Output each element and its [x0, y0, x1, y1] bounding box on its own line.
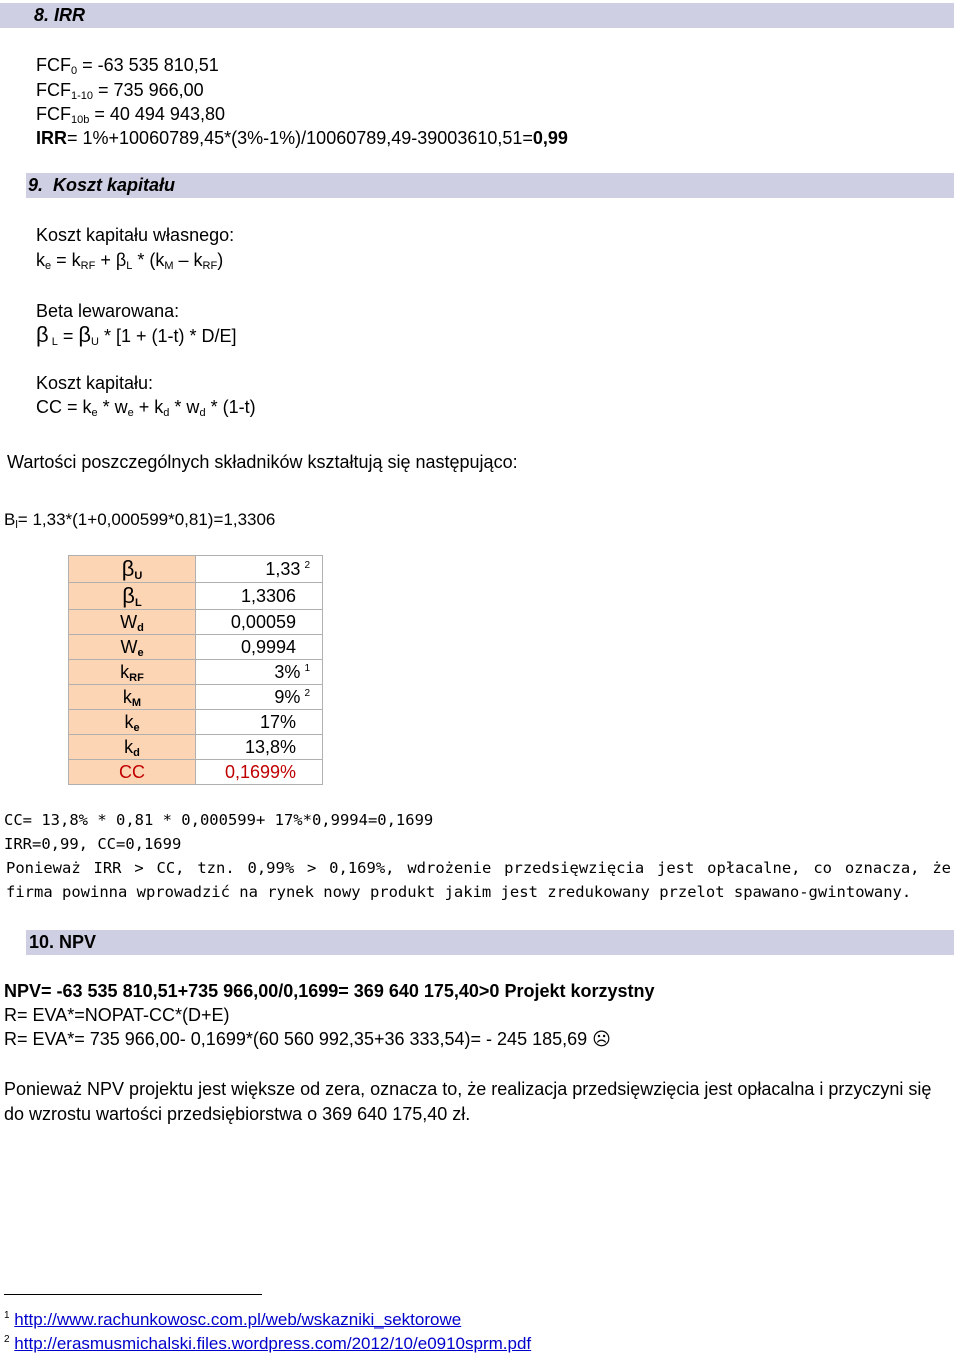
- irr-formula: = 1%+10060789,45*(3%-1%)/10060789,49-39003610,51=: [67, 128, 533, 148]
- parameter-symbol: [69, 635, 196, 660]
- parameter-value-text: 17%: [259, 711, 296, 732]
- parameter-value-footnote-ref: 2: [304, 687, 310, 699]
- parameter-value: [196, 635, 323, 660]
- equity-cost-formula: $k_e = k_{RF} + \beta_L * (k_M - k_{RF})$: [36, 250, 224, 272]
- parameter-row: [69, 635, 323, 660]
- footnote-separator: [4, 1294, 262, 1295]
- fcf10b-label: FCF: [36, 104, 71, 124]
- beta-label: Beta lewarowana:: [36, 301, 180, 321]
- section-heading-capital-cost-text: 9. Koszt kapitału: [28, 175, 176, 195]
- section-heading-irr-text: 8. IRR: [34, 5, 86, 25]
- parameter-row: [69, 610, 323, 635]
- parameter-symbol-text: W: [120, 611, 138, 632]
- parameter-value: [196, 583, 323, 610]
- irr-result: 0,99: [532, 128, 568, 148]
- beta-formula: β $_L = \beta_U * [1 + (1-t) * D/E]$: [36, 322, 237, 348]
- fcf0-value: = -63 535 810,51: [77, 55, 219, 75]
- irr-line: [36, 127, 568, 149]
- parameter-symbol-text: k: [120, 661, 130, 682]
- bl-calculation: $B_l= 1,33*(1+0,000599*0,81)=1,3306$: [4, 510, 276, 531]
- parameter-row: [69, 710, 323, 735]
- parameter-symbol-subscript: e: [133, 721, 140, 734]
- parameter-symbol-text: W: [120, 636, 138, 657]
- parameter-symbol-text: k: [124, 736, 134, 757]
- fcf10b-sub: 10b: [71, 114, 90, 126]
- irr-label: IRR: [36, 128, 67, 148]
- parameter-value: [196, 710, 323, 735]
- parameter-symbol-text: β: [122, 583, 135, 608]
- equity-cost-label: Koszt kapitału własnego:: [36, 225, 235, 245]
- parameter-row: [69, 583, 323, 610]
- parameter-symbol: [69, 735, 196, 760]
- parameter-value: [196, 556, 323, 583]
- parameter-symbol-text: k: [124, 711, 134, 732]
- parameter-value: [196, 610, 323, 635]
- npv-conclusion: Ponieważ NPV projektu jest większe od zera, oznacza to, że realizacja przedsięwzięcia jest opłacalna i przyczyni się do wzrostu wartości przedsiębiorstwa o 369 640 175,40 zł.: [4, 1079, 932, 1124]
- parameter-row: [69, 556, 323, 583]
- parameter-value-text: 1,3306: [240, 585, 296, 606]
- parameter-row: [69, 735, 323, 760]
- irr-cc-summary: IRR=0,99, CC=0,1699: [4, 835, 182, 853]
- parameter-symbol-subscript: RF: [129, 671, 144, 684]
- parameter-value-text: 0,1699%: [224, 761, 296, 782]
- parameter-symbol-subscript: e: [137, 646, 144, 659]
- footnote-1-link[interactable]: http://www.rachunkowosc.com.pl/web/wskazniki_sektorowe: [14, 1310, 462, 1329]
- footnote-2: [4, 1333, 531, 1355]
- fcf110-line: [36, 79, 204, 101]
- parameter-symbol-subscript: U: [134, 570, 143, 582]
- fcf110-value: = 735 966,00: [93, 80, 204, 100]
- values-intro: Wartości poszczególnych składników kształtują się następująco:: [7, 452, 518, 472]
- parameter-symbol-text: CC: [119, 761, 145, 782]
- parameter-symbol: [69, 760, 196, 785]
- r-calculation-text: R= EVA*= 735 966,00- 0,1699*(60 560 992,35+36 333,54)= - 245 185,69: [4, 1029, 593, 1049]
- parameter-value-text: 0,00059: [230, 611, 296, 632]
- parameter-row: [69, 660, 323, 685]
- capital-cost-formula: CC = $k_e * w_e + k_d * w_d * (1-t)$: [36, 397, 256, 419]
- section-heading-npv: [26, 930, 954, 955]
- section-heading-capital-cost: [26, 173, 954, 198]
- parameter-symbol: [69, 583, 196, 610]
- parameter-symbol-text: k: [122, 686, 132, 707]
- parameter-value: [196, 685, 323, 710]
- fcf110-sub: 1-10: [71, 90, 94, 102]
- npv-line: NPV= -63 535 810,51+735 966,00/0,1699= 369 640 175,40>0 Projekt korzystny: [4, 981, 655, 1001]
- fcf110-label: FCF: [36, 80, 71, 100]
- parameter-value-text: 9%: [274, 686, 301, 707]
- parameter-symbol-subscript: M: [131, 696, 142, 709]
- bl-calc-text: = 1,33*(1+0,000599*0,81)=1,3306: [17, 510, 276, 529]
- parameter-symbol-subscript: d: [133, 746, 140, 759]
- fcf0-sub: 0: [71, 65, 78, 77]
- cc-calculation: CC= 13,8% * 0,81 * 0,000599+ 17%*0,9994=0,1699: [4, 811, 434, 829]
- fcf10b-value: = 40 494 943,80: [89, 104, 225, 124]
- capital-cost-label: Koszt kapitału:: [36, 373, 154, 393]
- parameter-row: [69, 685, 323, 710]
- sad-face-icon: ☹: [592, 1029, 611, 1049]
- parameter-value-text: 1,33: [265, 558, 301, 579]
- parameters-table: [68, 555, 323, 785]
- parameter-symbol: [69, 710, 196, 735]
- fcf0-line: [36, 54, 219, 76]
- parameter-value-text: 0,9994: [240, 636, 296, 657]
- parameter-symbol: [69, 660, 196, 685]
- parameter-value: [196, 660, 323, 685]
- parameter-value-footnote-ref: 2: [304, 559, 310, 571]
- fcf10b-line: [36, 103, 225, 125]
- footnote-2-link[interactable]: http://erasmusmichalski.files.wordpress.com/2012/10/e0910sprm.pdf: [14, 1334, 532, 1353]
- parameter-symbol-subscript: L: [134, 597, 142, 609]
- section-heading-irr: [0, 3, 954, 28]
- parameter-value-text: 13,8%: [244, 736, 296, 757]
- r-formula-line: R= EVA*=NOPAT-CC*(D+E): [4, 1005, 230, 1025]
- parameter-row: [69, 760, 323, 785]
- footnote-1-number: 1: [4, 1310, 10, 1321]
- parameter-symbol-text: β: [121, 556, 135, 581]
- parameter-symbol: [69, 556, 196, 583]
- parameter-value-text: 3%: [274, 661, 301, 682]
- irr-cc-conclusion: Ponieważ IRR > CC, tzn. 0,99% > 0,169%, wdrożenie przedsięwzięcia jest opłacalne, co oznacza, że firma powinna wprowadzić na rynek nowy produkt jakim jest zredukowany przelot spawano-gwintowany.: [6, 859, 951, 901]
- parameter-symbol: [69, 610, 196, 635]
- fcf0-label: FCF: [36, 55, 71, 75]
- parameter-value-footnote-ref: 1: [304, 662, 310, 674]
- parameter-value: [196, 735, 323, 760]
- footnote-1: [4, 1309, 461, 1331]
- section-heading-npv-text: 10. NPV: [29, 932, 97, 952]
- parameter-symbol: [69, 685, 196, 710]
- footnote-2-number: 2: [4, 1334, 10, 1345]
- r-calculation-line: [4, 1028, 611, 1050]
- parameter-symbol-subscript: d: [137, 621, 144, 634]
- parameter-value: [196, 760, 323, 785]
